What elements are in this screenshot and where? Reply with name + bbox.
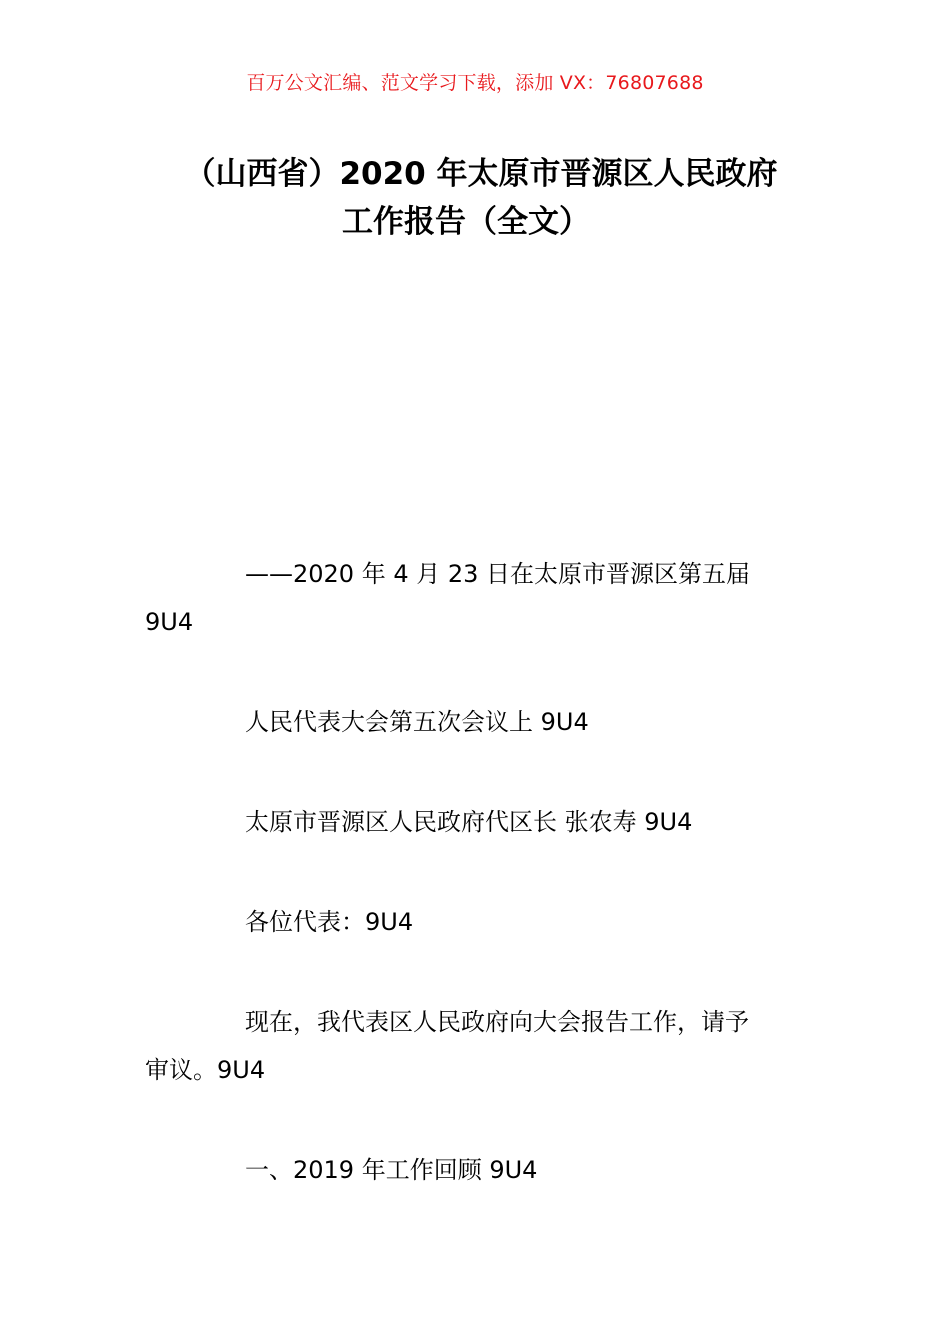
document-title: [0, 150, 950, 246]
title-line-1: （山西省）2020 年太原市晋源区人民政府: [184, 156, 778, 192]
paragraph-speaker: [145, 798, 810, 846]
meeting-text: 人民代表大会第五次会议上 9U4: [245, 708, 589, 736]
dateline-line-2: 9U4: [145, 608, 194, 636]
paragraph-meeting: [145, 698, 810, 746]
paragraph-dateline: [145, 550, 810, 646]
title-line-2: 工作报告（全文）: [342, 204, 590, 240]
intro-line-2: 审议。9U4: [145, 1056, 266, 1084]
speaker-text: 太原市晋源区人民政府代区长 张农寿 9U4: [245, 808, 693, 836]
paragraph-intro: [145, 998, 810, 1094]
intro-line-1: 现在，我代表区人民政府向大会报告工作，请予: [245, 1008, 749, 1036]
paragraph-salutation: [145, 898, 810, 946]
salutation-text: 各位代表：9U4: [245, 908, 414, 936]
section-heading: [145, 1146, 810, 1194]
dateline-line-1: ——2020 年 4 月 23 日在太原市晋源区第五届: [245, 560, 751, 588]
header-watermark-note: 百万公文汇编、范文学习下载，添加 VX：76807688: [246, 72, 704, 94]
section-heading-text: 一、2019 年工作回顾 9U4: [245, 1156, 538, 1184]
